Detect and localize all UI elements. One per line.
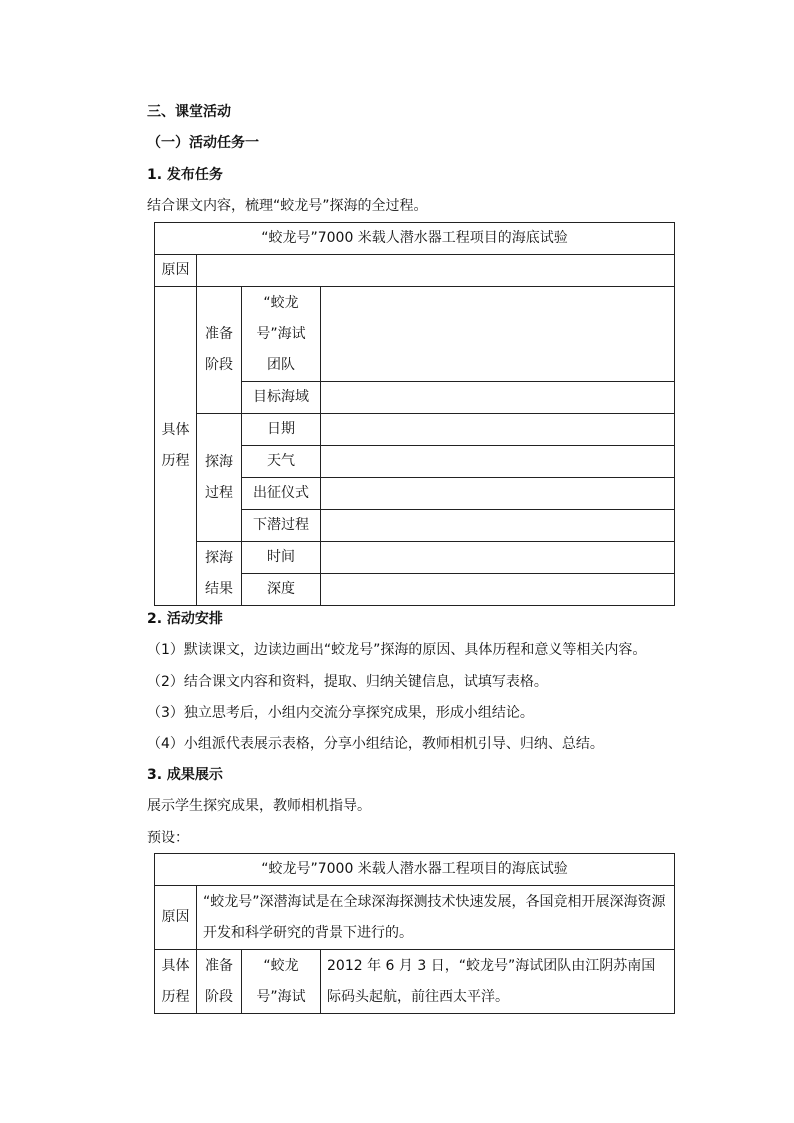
step-heading-publish: 1. 发布任务 bbox=[147, 167, 223, 183]
row-label-time: 时间 bbox=[242, 542, 321, 574]
row-label-date: 日期 bbox=[242, 414, 321, 446]
section-heading: 三、课堂活动 bbox=[147, 104, 231, 120]
row-label-prep: 准备 阶段 bbox=[197, 950, 242, 1014]
table-title: “蛟龙号”7000 米载人潜水器工程项目的海底试验 bbox=[155, 854, 675, 886]
process-table-blank bbox=[154, 222, 675, 606]
show-text: 展示学生探究成果，教师相机指导。 bbox=[147, 798, 371, 814]
answer-cell-date[interactable] bbox=[321, 414, 675, 446]
row-label-reason: 原因 bbox=[155, 255, 197, 287]
answer-cell-ceremony[interactable] bbox=[321, 478, 675, 510]
row-label-result: 探海 结果 bbox=[197, 542, 242, 606]
step-heading-arrange: 2. 活动安排 bbox=[147, 611, 223, 627]
answer-cell-dive[interactable] bbox=[321, 510, 675, 542]
answer-cell-target[interactable] bbox=[321, 382, 675, 414]
arrangement-item-2: （2）结合课文内容和资料，提取、归纳关键信息，试填写表格。 bbox=[147, 674, 548, 690]
row-label-team: “蛟龙 号”海试 团队 bbox=[242, 287, 321, 382]
arrangement-item-3: （3）独立思考后，小组内交流分享探究成果，形成小组结论。 bbox=[147, 705, 534, 721]
row-label-process: 具体 历程 bbox=[155, 950, 197, 1014]
row-label-weather: 天气 bbox=[242, 446, 321, 478]
process-table-filled bbox=[154, 853, 675, 1014]
arrangement-item-4: （4）小组派代表展示表格，分享小组结论，教师相机引导、归纳、总结。 bbox=[147, 736, 604, 752]
answer-cell-time[interactable] bbox=[321, 542, 675, 574]
team-text: 2012 年 6 月 3 日，“蛟龙号”海试团队由江阴苏南国际码头起航，前往西太平洋。 bbox=[321, 950, 675, 1014]
row-label-target: 目标海域 bbox=[242, 382, 321, 414]
row-label-ceremony: 出征仪式 bbox=[242, 478, 321, 510]
answer-cell-reason[interactable] bbox=[197, 255, 675, 287]
step-heading-show: 3. 成果展示 bbox=[147, 767, 223, 783]
row-label-prep: 准备 阶段 bbox=[197, 287, 242, 414]
answer-cell-team[interactable] bbox=[321, 287, 675, 382]
subsection-heading: （一）活动任务一 bbox=[147, 135, 259, 151]
reason-text: “蛟龙号”深潜海试是在全球深海探测技术快速发展，各国竞相开展深海资源开发和科学研究的背景下进行的。 bbox=[197, 886, 675, 950]
task-text: 结合课文内容，梳理“蛟龙号”探海的全过程。 bbox=[147, 198, 428, 214]
answer-cell-weather[interactable] bbox=[321, 446, 675, 478]
row-label-team: “蛟龙 号”海试 bbox=[242, 950, 321, 1014]
row-label-dive: 下潜过程 bbox=[242, 510, 321, 542]
row-label-depth: 深度 bbox=[242, 574, 321, 606]
row-label-process: 具体 历程 bbox=[155, 287, 197, 606]
arrangement-item-1: （1）默读课文，边读边画出“蛟龙号”探海的原因、具体历程和意义等相关内容。 bbox=[147, 642, 647, 658]
row-label-reason: 原因 bbox=[155, 886, 197, 950]
row-label-explore: 探海 过程 bbox=[197, 414, 242, 542]
table-title: “蛟龙号”7000 米载人潜水器工程项目的海底试验 bbox=[155, 223, 675, 255]
answer-cell-depth[interactable] bbox=[321, 574, 675, 606]
preset-label: 预设： bbox=[147, 830, 189, 846]
